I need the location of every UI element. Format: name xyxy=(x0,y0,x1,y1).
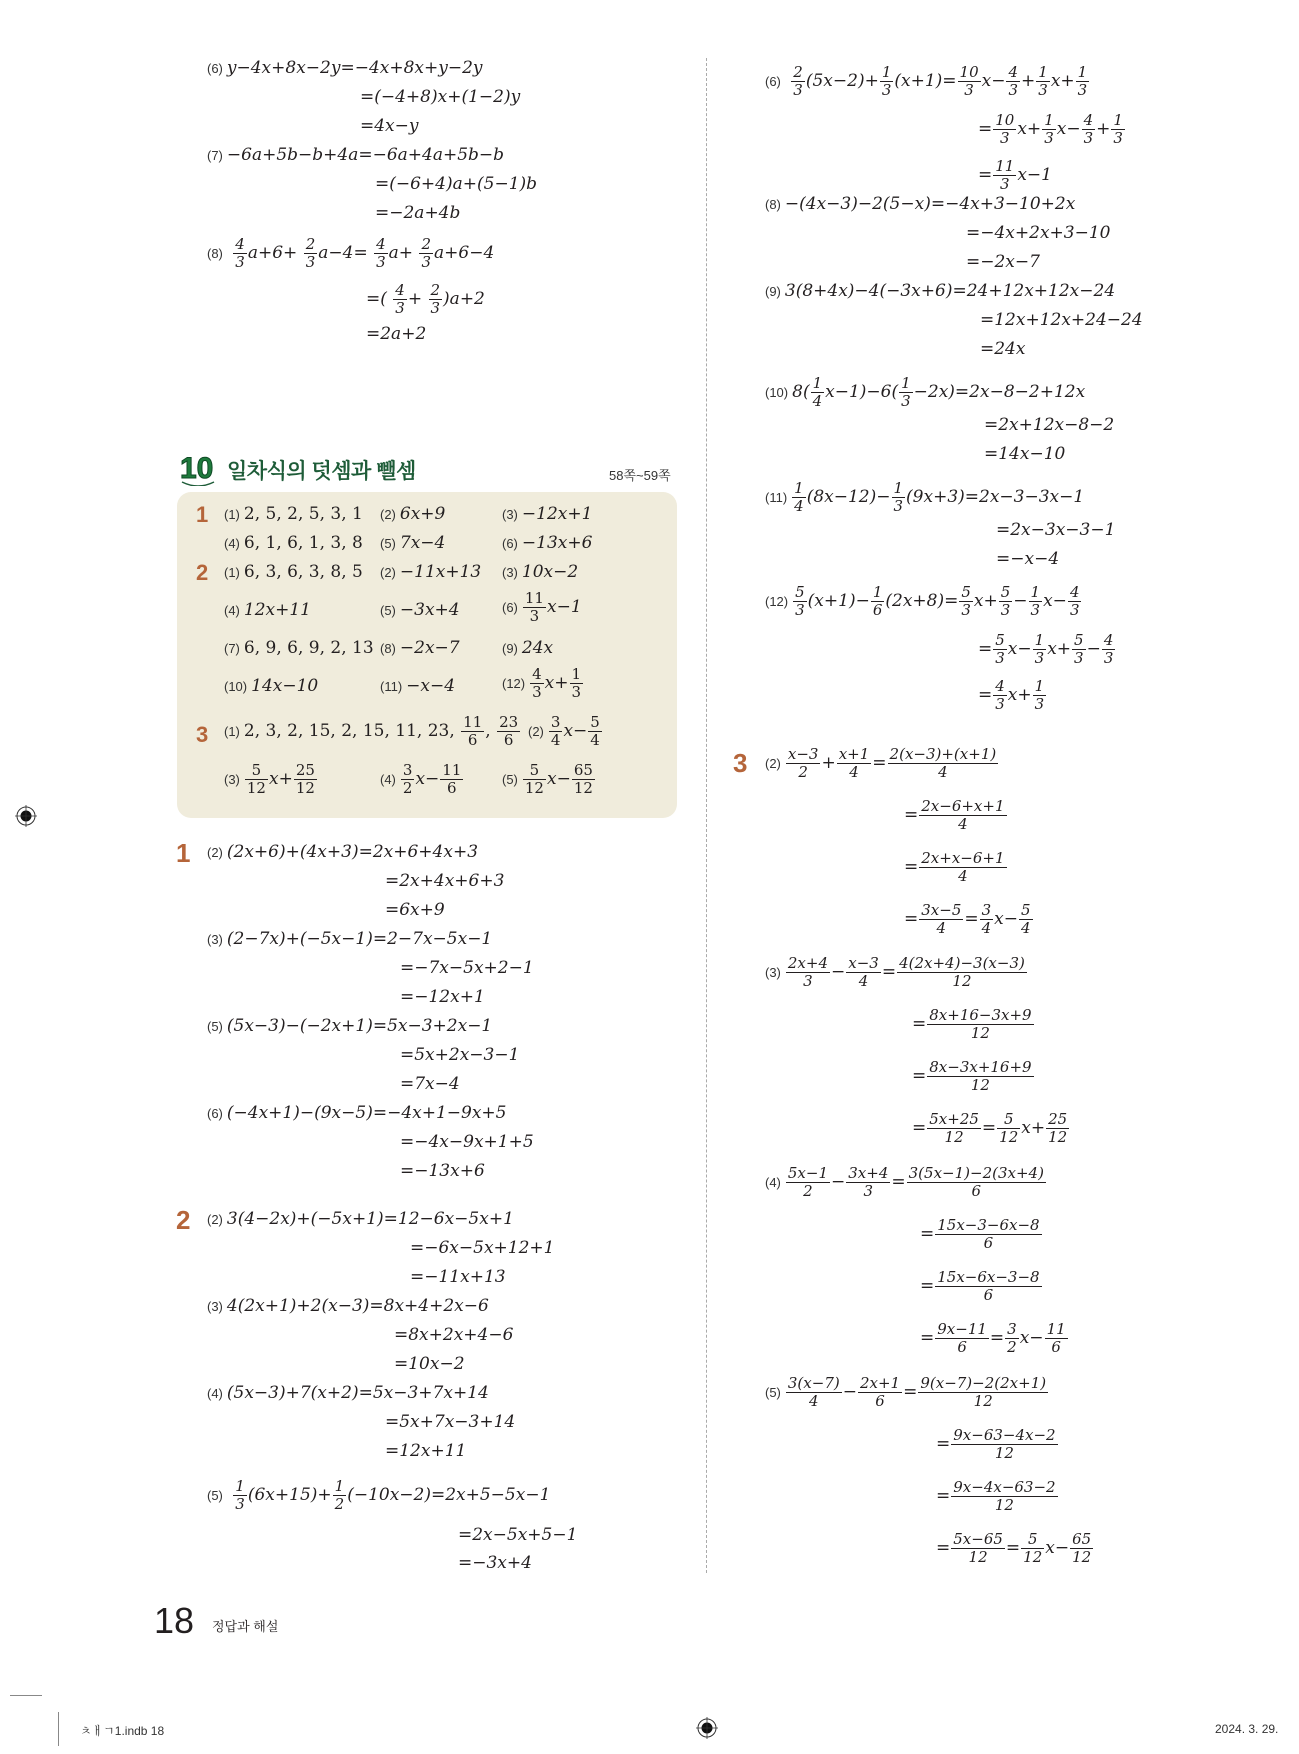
equation-line: =−12x+1 xyxy=(400,987,485,1007)
equation-line: =5x+7x−3+14 xyxy=(385,1412,516,1432)
equation-line: =−7x−5x+2−1 xyxy=(400,958,534,978)
fraction: $\frac{2}{3}$ xyxy=(430,281,441,317)
fraction: $\frac{2}{3}$ xyxy=(305,235,316,271)
equation-line: =14x−10 xyxy=(984,444,1066,464)
section-number-icon xyxy=(178,450,220,486)
equation-line: =2x+4x+6+3 xyxy=(385,871,505,891)
answer-label-1: 1 xyxy=(196,502,209,527)
equation-line: =−6x−5x+12+1 xyxy=(410,1238,555,1258)
solution-label-3: 3 xyxy=(733,748,748,778)
equation-line: =10x−2 xyxy=(394,1354,465,1374)
fraction: $\frac{2}{3}$ xyxy=(421,235,431,271)
answer-value: −12x+1 xyxy=(521,504,593,524)
fraction: $\frac{11}{6}$ xyxy=(442,761,462,797)
equation-line: =−2x−7 xyxy=(966,252,1040,272)
registration-mark-icon xyxy=(15,805,37,827)
equation-line: (−4x+1)−(9x−5)=−4x+1−9x+5 xyxy=(226,1103,507,1123)
equation-line: =6x+9 xyxy=(385,900,445,920)
fraction: $\frac{3}{4}$ xyxy=(550,713,561,749)
equation-line: 4(2x+1)+2(x−3)=8x+4+2x−6 xyxy=(226,1296,489,1316)
fraction: $\frac{4}{3}$ xyxy=(532,665,542,701)
answer-value: −13x+6 xyxy=(521,533,593,553)
equation-line: −6a+5b−b+4a=−6a+4a+5b−b xyxy=(226,145,505,165)
answer-value: 12x+11 xyxy=(243,600,311,620)
equation-line: =12x+12x+24−24 xyxy=(980,310,1143,330)
fraction: $\frac{25}{12}$ xyxy=(295,761,315,797)
fraction: $\frac{1}{2}$ xyxy=(334,1477,345,1513)
answer-value: −11x+13 xyxy=(399,562,482,582)
fraction: $\frac{5}{4}$ xyxy=(590,713,600,749)
answer-value: 14x−10 xyxy=(251,676,319,696)
equation-line: (2x+6)+(4x+3)=2x+6+4x+3 xyxy=(226,842,479,862)
fraction: $\frac{1}{3}$ xyxy=(235,1477,245,1513)
page-range: 58쪽~59쪽 xyxy=(609,468,671,483)
equation-line: =−11x+13 xyxy=(410,1267,506,1287)
fraction: $\frac{23}{6}$ xyxy=(499,713,519,749)
equation-line: =7x−4 xyxy=(400,1074,460,1094)
page-number: 18 xyxy=(154,1600,195,1641)
answer-value: 6x+9 xyxy=(399,504,446,524)
answer-value: x−1 xyxy=(546,597,582,617)
section-title: 일차식의 덧셈과 뺄셈 xyxy=(227,460,416,483)
answer-value: 6, 9, 6, 9, 2, 13 xyxy=(243,638,374,658)
answer-value: −x−4 xyxy=(406,676,456,696)
crop-mark xyxy=(58,1712,59,1746)
column-divider xyxy=(706,58,707,1573)
equation-line: =−3x+4 xyxy=(458,1553,532,1573)
fraction: $\frac{11}{6}$ xyxy=(463,713,483,749)
equation-line: =−4x+2x+3−10 xyxy=(966,223,1111,243)
equation-line: =5x+2x−3−1 xyxy=(400,1045,520,1065)
equation-line: =(−6+4)a+(5−1)b xyxy=(375,174,538,194)
equation-line: 3(4−2x)+(−5x+1)=12−6x−5x+1 xyxy=(226,1209,514,1229)
equation-line: =2x−3x−3−1 xyxy=(996,520,1116,540)
registration-mark-icon xyxy=(696,1717,718,1739)
svg-text:10: 10 xyxy=(180,452,214,485)
answer-value: 24x xyxy=(521,638,554,658)
answer-value: 2, 3, 2, 15, 2, 15, 11, 23, xyxy=(243,721,455,741)
equation-line: =24x xyxy=(980,339,1026,359)
fraction: $\frac{4}{3}$ xyxy=(395,281,405,317)
problem-number: (8) xyxy=(207,246,223,261)
fraction: $\frac{5}{12}$ xyxy=(246,761,266,797)
problem-number: (7) xyxy=(207,148,223,163)
equation-line: y−4x+8x−2y=−4x+8x+y−2y xyxy=(226,58,483,78)
solution-label-2: 2 xyxy=(176,1205,191,1235)
equation-line: −(4x−3)−2(5−x)=−4x+3−10+2x xyxy=(784,194,1076,214)
equation-line: =−x−4 xyxy=(996,549,1060,569)
answer-value: 6, 1, 6, 1, 3, 8 xyxy=(243,533,363,553)
crop-mark xyxy=(10,1695,42,1696)
slug-filename: ㅊㅐㄱ1.indb 18 xyxy=(80,1724,165,1738)
equation-line: =−4x−9x+1+5 xyxy=(400,1132,534,1152)
equation-line: =12x+11 xyxy=(385,1441,467,1461)
equation-line: =2a+2 xyxy=(366,324,427,344)
fraction: $\frac{5}{12}$ xyxy=(524,761,544,797)
equation-line: =(−4+8)x+(1−2)y xyxy=(360,87,521,107)
equation-line: =8x+2x+4−6 xyxy=(394,1325,514,1345)
equation-line: (2−7x)+(−5x−1)=2−7x−5x−1 xyxy=(226,929,493,949)
answer-value: 2, 5, 2, 5, 3, 1 xyxy=(243,504,363,524)
equation-line: =4x−y xyxy=(360,116,419,136)
page-footer-label: 정답과 해설 xyxy=(212,1619,279,1634)
fraction: $\frac{1}{3}$ xyxy=(571,665,582,701)
equation-line: =−2a+4b xyxy=(375,203,461,223)
answer-value: −3x+4 xyxy=(399,600,460,620)
slug-date: 2024. 3. 29. xyxy=(1215,1722,1279,1736)
answer-label-2: 2 xyxy=(196,560,209,585)
answer-value: 6, 3, 6, 3, 8, 5 xyxy=(243,562,363,582)
fraction: $\frac{3}{2}$ xyxy=(402,761,413,797)
fraction: $\frac{11}{3}$ xyxy=(524,589,544,625)
fraction: $\frac{65}{12}$ xyxy=(573,761,593,797)
fraction: $\frac{4}{3}$ xyxy=(376,235,386,271)
fraction: $\frac{4}{3}$ xyxy=(235,235,245,271)
answer-label-3: 3 xyxy=(196,722,209,747)
answer-value: 7x−4 xyxy=(399,533,446,553)
equation-line: =2x−5x+5−1 xyxy=(458,1525,578,1545)
answer-value: x+ xyxy=(544,673,569,693)
answer-value: −2x−7 xyxy=(399,638,460,658)
equation-line: (5x−3)+7(x+2)=5x−3+7x+14 xyxy=(226,1383,489,1403)
equation-line: (5x−3)−(−2x+1)=5x−3+2x−1 xyxy=(226,1016,493,1036)
equation-line: =2x+12x−8−2 xyxy=(984,415,1115,435)
problem-number: (6) xyxy=(207,61,223,76)
equation-line: 3(8+4x)−4(−3x+6)=24+12x+12x−24 xyxy=(784,281,1116,301)
solution-label-1: 1 xyxy=(176,838,191,868)
equation-line: =−13x+6 xyxy=(400,1161,485,1181)
answer-value: 10x−2 xyxy=(521,562,579,582)
